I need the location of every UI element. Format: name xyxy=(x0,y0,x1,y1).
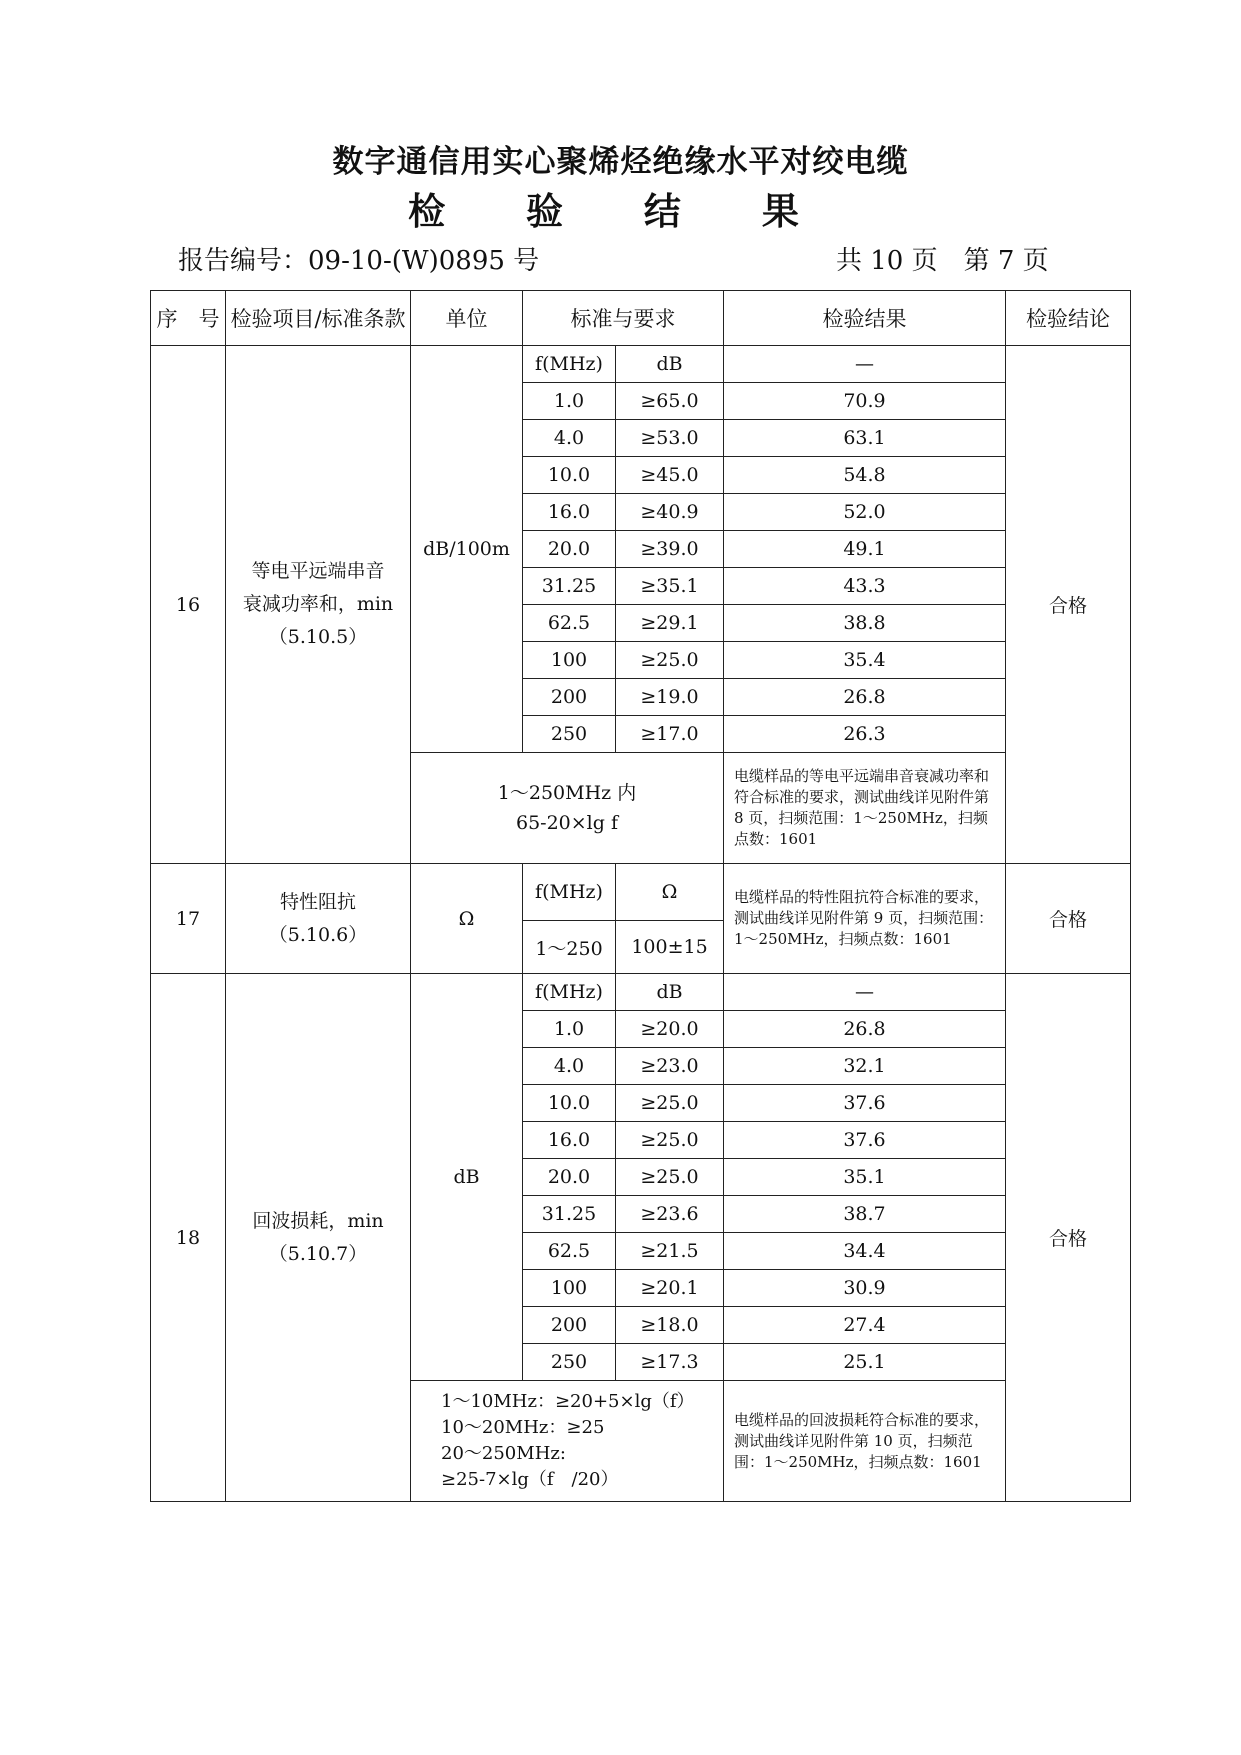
item-18-result: 34.4 xyxy=(724,1233,1006,1270)
header-requirement: 标准与要求 xyxy=(523,291,724,346)
item-16-formula xyxy=(411,753,724,864)
item-17-row-1 xyxy=(151,864,1131,921)
item-18-frequency: 200 xyxy=(523,1307,616,1344)
item-18-result: 38.7 xyxy=(724,1196,1006,1233)
item-16-name xyxy=(226,346,411,864)
item-18-requirement: ≥23.0 xyxy=(616,1048,724,1085)
item-16-frequency: 100 xyxy=(523,642,616,679)
item-16-requirement: ≥45.0 xyxy=(616,457,724,494)
item-18-name-line: （5.10.7） xyxy=(268,1242,368,1265)
item-17-req-header: Ω xyxy=(616,864,724,921)
item-16-conclusion: 合格 xyxy=(1006,346,1131,864)
item-16-freq-header: f(MHz) xyxy=(523,346,616,383)
item-16-note: 电缆样品的等电平远端串音衰减功率和符合标准的要求，测试曲线详见附件第 8 页，扫频范围：1～250MHz，扫频点数：1601 xyxy=(724,753,1006,864)
item-17-conclusion: 合格 xyxy=(1006,864,1131,974)
item-18-frequency: 20.0 xyxy=(523,1159,616,1196)
item-16-req-header: dB xyxy=(616,346,724,383)
item-16-frequency: 200 xyxy=(523,679,616,716)
item-18-formula xyxy=(411,1381,724,1502)
header-no: 序 号 xyxy=(151,291,226,346)
item-16-number: 16 xyxy=(151,346,226,864)
item-18-frequency: 31.25 xyxy=(523,1196,616,1233)
item-16-formula-line: 1～250MHz 内 xyxy=(497,782,637,804)
item-17-frequency: 1～250 xyxy=(523,921,616,974)
item-18-frequency: 4.0 xyxy=(523,1048,616,1085)
item-18-formula-line: 1～10MHz：≥20+5×lg（f） xyxy=(441,1391,695,1412)
item-18-formula-line: 10～20MHz：≥25 xyxy=(441,1417,605,1438)
document-subtitle: 检 验 结 果 xyxy=(408,189,833,233)
item-16-formula-line: 65-20×lg f xyxy=(515,812,618,834)
header-unit: 单位 xyxy=(411,291,523,346)
item-18-frequency: 250 xyxy=(523,1344,616,1381)
item-16-frequency: 62.5 xyxy=(523,605,616,642)
header-item: 检验项目/标准条款 xyxy=(226,291,411,346)
item-17-unit: Ω xyxy=(411,864,523,974)
item-18-result: 30.9 xyxy=(724,1270,1006,1307)
item-16-unit: dB/100m xyxy=(411,346,523,753)
item-16-result: 38.8 xyxy=(724,605,1006,642)
item-16-result: 52.0 xyxy=(724,494,1006,531)
header-conclusion: 检验结论 xyxy=(1006,291,1131,346)
item-18-name xyxy=(226,974,411,1502)
item-18-result: 32.1 xyxy=(724,1048,1006,1085)
item-16-requirement: ≥25.0 xyxy=(616,642,724,679)
item-18-requirement: ≥25.0 xyxy=(616,1122,724,1159)
item-16-requirement: ≥65.0 xyxy=(616,383,724,420)
item-16-frequency: 250 xyxy=(523,716,616,753)
item-16-requirement: ≥29.1 xyxy=(616,605,724,642)
item-16-result: 70.9 xyxy=(724,383,1006,420)
document-title: 数字通信用实心聚烯烃绝缘水平对绞电缆 xyxy=(332,144,909,180)
item-18-requirement: ≥25.0 xyxy=(616,1085,724,1122)
item-18-result: 25.1 xyxy=(724,1344,1006,1381)
item-18-name-line: 回波损耗，min xyxy=(252,1209,384,1232)
item-17-name-line: （5.10.6） xyxy=(268,923,368,946)
item-18-requirement: ≥25.0 xyxy=(616,1159,724,1196)
item-18-result: 37.6 xyxy=(724,1085,1006,1122)
item-17-name-line: 特性阻抗 xyxy=(279,890,356,913)
item-18-frequency: 16.0 xyxy=(523,1122,616,1159)
item-16-result: 49.1 xyxy=(724,531,1006,568)
item-17-requirement: 100±15 xyxy=(616,921,724,974)
item-16-subheader-row xyxy=(151,346,1131,383)
item-18-requirement: ≥20.1 xyxy=(616,1270,724,1307)
item-17-number: 17 xyxy=(151,864,226,974)
item-16-frequency: 16.0 xyxy=(523,494,616,531)
item-18-conclusion: 合格 xyxy=(1006,974,1131,1502)
item-16-result: 35.4 xyxy=(724,642,1006,679)
item-16-result: 43.3 xyxy=(724,568,1006,605)
item-18-number: 18 xyxy=(151,974,226,1502)
item-16-result: 54.8 xyxy=(724,457,1006,494)
item-17-name xyxy=(226,864,411,974)
item-16-requirement: ≥40.9 xyxy=(616,494,724,531)
item-18-subheader-row xyxy=(151,974,1131,1011)
item-18-frequency: 10.0 xyxy=(523,1085,616,1122)
item-18-req-header: dB xyxy=(616,974,724,1011)
report-number: 报告编号：09-10-(W)0895 号 xyxy=(178,246,540,276)
header-result: 检验结果 xyxy=(724,291,1006,346)
item-18-formula-line: 20～250MHz: xyxy=(441,1443,566,1464)
item-16-result: 63.1 xyxy=(724,420,1006,457)
results-table xyxy=(150,290,1131,1502)
item-18-requirement: ≥17.3 xyxy=(616,1344,724,1381)
item-18-result: 35.1 xyxy=(724,1159,1006,1196)
page-info: 共 10 页 第 7 页 xyxy=(836,246,1049,276)
item-18-note: 电缆样品的回波损耗符合标准的要求，测试曲线详见附件第 10 页，扫频范围：1～250MHz，扫频点数：1601 xyxy=(724,1381,1006,1502)
item-18-requirement: ≥18.0 xyxy=(616,1307,724,1344)
item-16-frequency: 1.0 xyxy=(523,383,616,420)
item-16-requirement: ≥39.0 xyxy=(616,531,724,568)
item-18-freq-header: f(MHz) xyxy=(523,974,616,1011)
item-16-name-line: 等电平远端串音 xyxy=(251,560,385,582)
item-16-requirement: ≥17.0 xyxy=(616,716,724,753)
item-16-frequency: 4.0 xyxy=(523,420,616,457)
item-18-frequency: 100 xyxy=(523,1270,616,1307)
item-18-result: 26.8 xyxy=(724,1011,1006,1048)
item-18-requirement: ≥23.6 xyxy=(616,1196,724,1233)
item-18-result-header: — xyxy=(724,974,1006,1011)
item-16-frequency: 20.0 xyxy=(523,531,616,568)
item-18-requirement: ≥20.0 xyxy=(616,1011,724,1048)
item-18-frequency: 1.0 xyxy=(523,1011,616,1048)
item-16-result-header: — xyxy=(724,346,1006,383)
item-16-frequency: 10.0 xyxy=(523,457,616,494)
item-16-name-line: 衰减功率和，min xyxy=(242,593,394,615)
item-18-result: 27.4 xyxy=(724,1307,1006,1344)
item-17-note: 电缆样品的特性阻抗符合标准的要求，测试曲线详见附件第 9 页，扫频范围：1～250MHz，扫频点数：1601 xyxy=(724,864,1006,974)
item-16-requirement: ≥53.0 xyxy=(616,420,724,457)
item-18-unit: dB xyxy=(411,974,523,1381)
item-18-result: 37.6 xyxy=(724,1122,1006,1159)
item-16-requirement: ≥19.0 xyxy=(616,679,724,716)
item-18-formula-line: ≥25-7×lg（f /20） xyxy=(441,1469,619,1490)
item-18-requirement: ≥21.5 xyxy=(616,1233,724,1270)
header-row xyxy=(151,291,1131,346)
item-16-requirement: ≥35.1 xyxy=(616,568,724,605)
item-16-result: 26.3 xyxy=(724,716,1006,753)
item-18-frequency: 62.5 xyxy=(523,1233,616,1270)
item-17-freq-header: f(MHz) xyxy=(523,864,616,921)
item-16-frequency: 31.25 xyxy=(523,568,616,605)
item-16-result: 26.8 xyxy=(724,679,1006,716)
item-16-name-line: （5.10.5） xyxy=(268,626,368,648)
